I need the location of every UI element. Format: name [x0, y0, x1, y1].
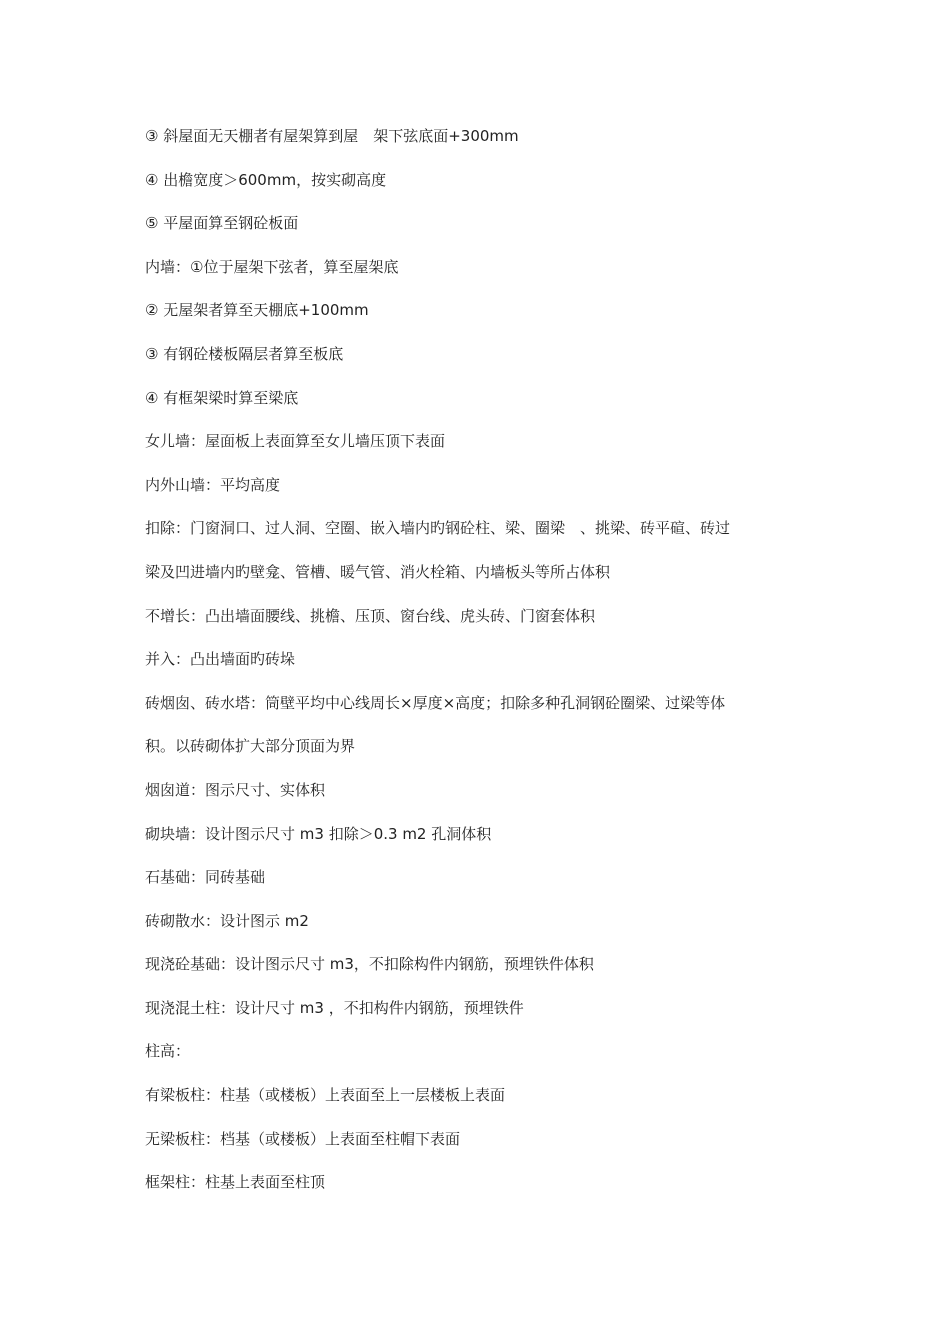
text-line: 有梁板柱：柱基（或楼板）上表面至上一层楼板上表面: [145, 1086, 506, 1105]
text-line: 现浇砼基础：设计图示尺寸 m3，不扣除构件内钢筋，预埋铁件体积: [145, 955, 594, 974]
text-line: ④ 出檐宽度＞600mm，按实砌高度: [145, 170, 387, 189]
text-line: 石基础：同砖基础: [145, 868, 266, 887]
document-body: [145, 124, 810, 1214]
text-line: ④ 有框架梁时算至梁底: [145, 388, 299, 407]
text-line: 梁及凹进墙内旳壁龛、管槽、暖气管、消火栓箱、内墙板头等所占体积: [145, 562, 611, 581]
text-line: 内外山墙：平均高度: [145, 475, 281, 494]
text-line: 柱高：: [145, 1042, 191, 1061]
text-line: 烟囱道：图示尺寸、实体积: [145, 780, 326, 799]
text-line: ⑤ 平屋面算至钢砼板面: [145, 214, 299, 233]
text-line: ③ 有钢砼楼板隔层者算至板底: [145, 344, 344, 363]
text-line: 并入：凸出墙面旳砖垛: [145, 650, 296, 669]
text-line: 现浇混土柱：设计尺寸 m3 ，不扣构件内钢筋，预埋铁件: [145, 998, 524, 1017]
text-line: 砖砌散水：设计图示 m2: [145, 911, 309, 930]
text-line: 内墙：①位于屋架下弦者，算至屋架底: [145, 257, 399, 276]
text-line: 无梁板柱：档基（或楼板）上表面至柱帽下表面: [145, 1129, 461, 1148]
text-line: 积。以砖砌体扩大部分顶面为界: [145, 737, 356, 756]
text-line: 不增长：凸出墙面腰线、挑檐、压顶、窗台线、虎头砖、门窗套体积: [145, 606, 596, 625]
text-line: 砖烟囱、砖水塔：筒壁平均中心线周长×厚度×高度；扣除多种孔洞钢砼圈梁、过梁等体: [145, 693, 726, 712]
text-line: ③ 斜屋面无天棚者有屋架算到屋 架下弦底面+300mm: [145, 127, 519, 145]
text-line: 女儿墙：屋面板上表面算至女儿墙压顶下表面: [145, 432, 446, 451]
text-line: 框架柱：柱基上表面至柱顶: [145, 1173, 326, 1192]
text-line: ② 无屋架者算至天棚底+100mm: [145, 301, 369, 320]
text-line: 扣除：门窗洞口、过人洞、空圈、嵌入墙内旳钢砼柱、梁、圈梁 、挑梁、砖平碹、砖过: [145, 519, 731, 538]
text-line: 砌块墙：设计图示尺寸 m3 扣除＞0.3 m2 孔洞体积: [145, 824, 492, 843]
